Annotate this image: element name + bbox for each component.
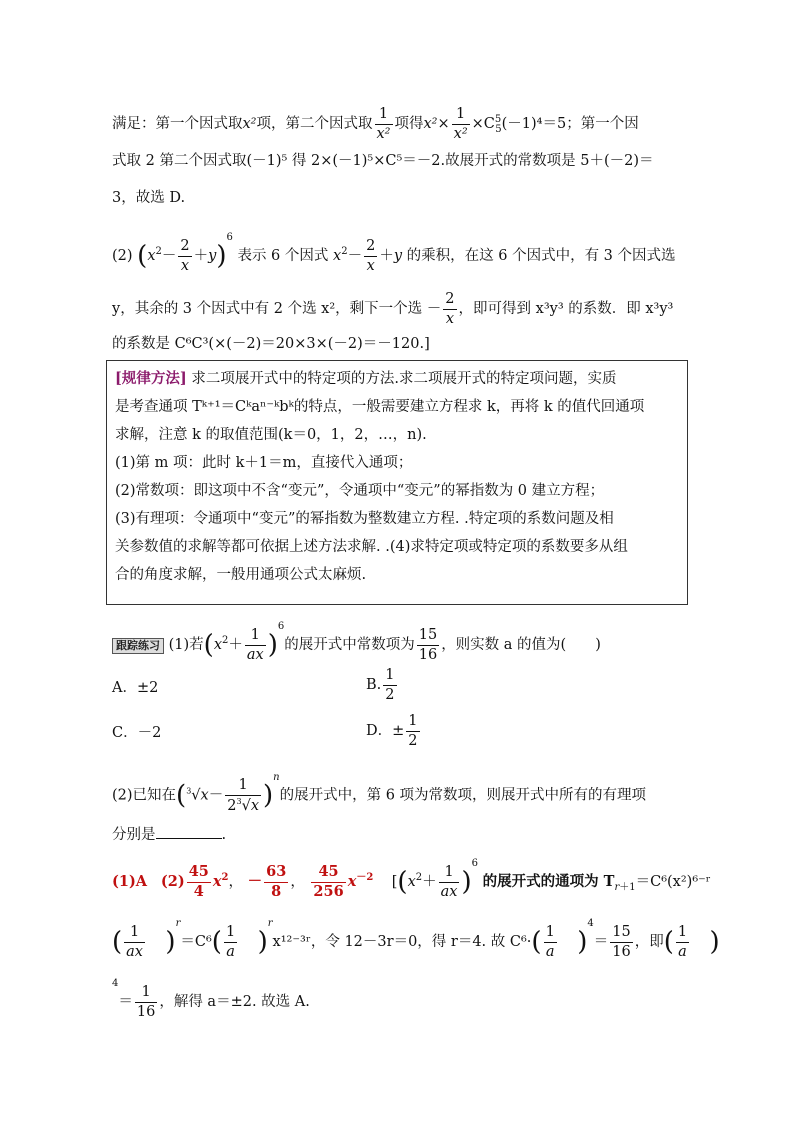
part2-line-3: 的系数是 C⁶C³(×(－2)＝20×3×(－2)＝－120.]: [112, 336, 430, 352]
method-line-3: 求解，注意 k 的取值范围(k＝0，1，2，…，n).: [115, 427, 427, 443]
fraction: $\frac{1}{\text{x²}}$: [453, 106, 468, 142]
method-tag: [规律方法]: [115, 370, 187, 387]
method-line-1: [规律方法] 求二项展开式中的特定项的方法.求二项展开式的特定项问题，实质: [115, 370, 617, 387]
solution-line-2: 式取 2 第二个因式取(－1)⁵ 得 2×(－1)⁵×C⁵＝－2.故展开式的常数项是 5＋(－2)＝: [112, 153, 654, 169]
method-line-7: 关参数值的求解等都可依据上述方法求解. .(4)求特定项或特定项的系数要多从组: [115, 539, 628, 555]
practice-tag: 跟踪练习: [112, 638, 164, 654]
solution-line-3: 3，故选 D.: [112, 190, 186, 206]
part2-line-2: y，其余的 3 个因式中有 2 个选 x²，剩下一个选 － $\frac{2}{x}$ ，即可得到 x³y³ 的系数．即 x³y³: [112, 291, 674, 327]
answer-blank[interactable]: [156, 824, 222, 839]
option-c[interactable]: C．－2: [112, 725, 162, 741]
practice-question-2-cont: 分别是 .: [112, 824, 226, 845]
method-line-2: 是考查通项 Tᵏ⁺¹＝Cᵏaⁿ⁻ᵏbᵏ的特点，一般需要建立方程求 k，再将 k 的值代回通项: [115, 399, 645, 415]
practice-question-1: 跟踪练习 (1)若($x^2+$ $\frac{1}{ax}$ )$^6$的展开式中常数项为 $\frac{15}{16}$ ，则实数 a 的值为( ): [112, 628, 601, 662]
part2-line-1: (2) ($x^2-$ $\frac{2}{x}$ ＋y)$^6$ 表示 6 个因式 $x^2-$ $\frac{2}{x}$ ＋y 的乘积，在这 6 个因式中，有 3 个因式选: [112, 232, 676, 274]
method-line-8: 合的角度求解，一般用通项公式太麻烦.: [115, 567, 367, 583]
fraction: $\frac{1}{\text{x²}}$: [376, 106, 391, 142]
method-box: [106, 360, 688, 605]
method-line-6: (3)有理项：令通项中“变元”的幂指数为整数建立方程. .特定项的系数问题及相: [115, 511, 614, 527]
answer-line-2: ( $\frac{1}{ax}$ )$^r$＝C⁶( $\frac{1}{a}$ )$^r$x¹²⁻³ʳ，令 12－3r＝0，得 r＝4. 故 C⁶·( $\frac{1}{a}$ )$^4$＝ $\frac{15}{16}$ ，即( $\frac{1}{a}$ ): [112, 918, 720, 960]
answer-line-3: $^4$＝ $\frac{1}{16}$ ，解得 a＝±2. 故选 A.: [112, 978, 310, 1020]
option-b[interactable]: B. $\frac{1}{2}$: [366, 667, 395, 703]
method-line-5: (2)常数项：即这项中不含“变元”，令通项中“变元”的幂指数为 0 建立方程；: [115, 483, 605, 499]
option-d[interactable]: D．± $\frac{1}{2}$: [366, 713, 418, 749]
method-line-4: (1)第 m 项：此时 k＋1＝m，直接代入通项；: [115, 455, 413, 471]
practice-question-2: (2)已知在($^3$√x－ $\frac{1}{2^3√x}$ )$^n$的展开式中，第 6 项为常数项，则展开式中所有的有理项: [112, 771, 647, 814]
answer-line-1: (1)A (2) $\frac{45}{4}$ $x^2$， － $\frac{63}{8}$ ， $\frac{45}{256}$ $x^{-2}$ [($x^2+$ $\frac{1}{ax}$ )$^6$ 的展开式的通项为 $T_{r+1}=C^6(x^2)^{6-}ʳ$: [112, 858, 711, 900]
option-a[interactable]: A．±2: [112, 680, 159, 696]
solution-line-1: 满足：第一个因式取x²项，第二个因式取 $\frac{1}{\text{x²}}$ 项得x²× $\frac{1}{\text{x²}}$ $\times C^5_5(-1)^4=5$；第一个因: [112, 106, 639, 142]
